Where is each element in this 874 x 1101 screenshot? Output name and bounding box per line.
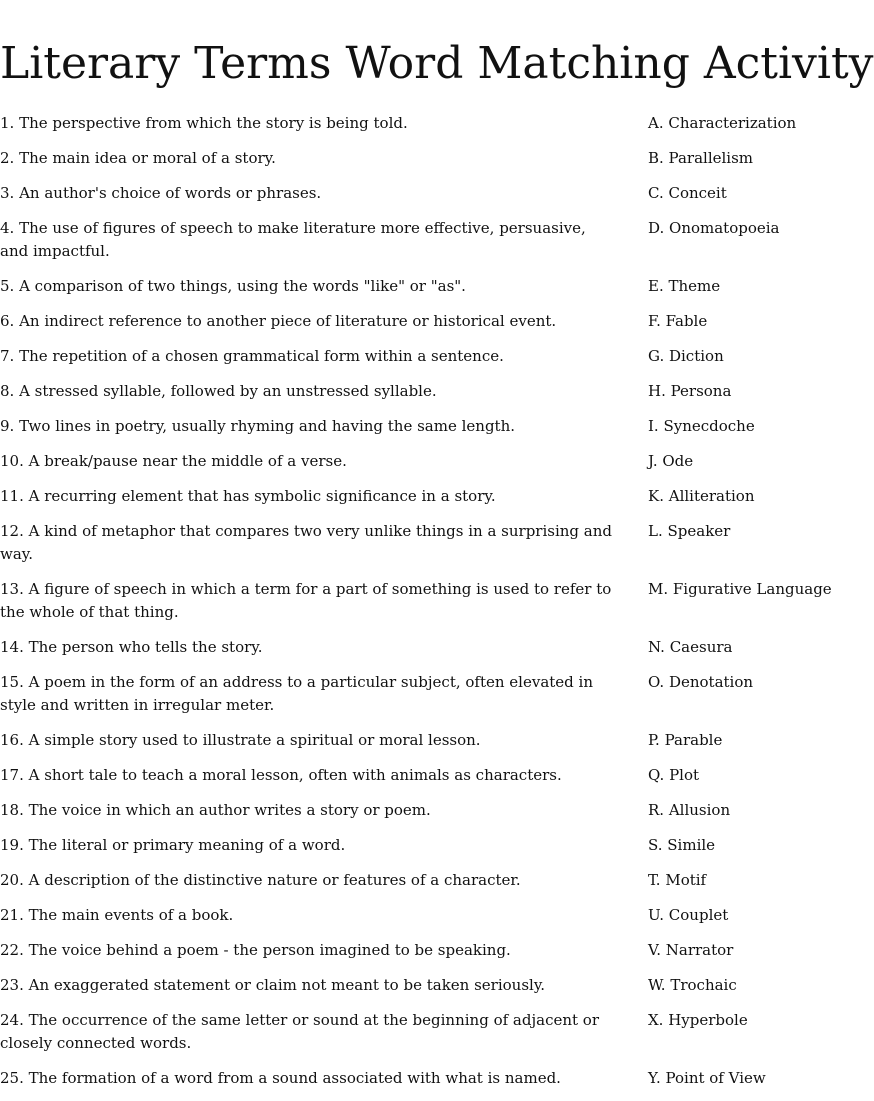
answer-term: A. Characterization (648, 114, 797, 132)
clue-text: 10. A break/pause near the middle of a verse. (0, 452, 347, 470)
matching-row (0, 484, 816, 519)
page-title: Literary Terms Word Matching Activity (0, 38, 874, 89)
answer-term: T. Motif (648, 871, 707, 889)
clue-text: 15. A poem in the form of an address to a particular subject, often elevated in style and written in irregular meter. (0, 673, 593, 714)
answer-term: Y. Point of View (648, 1069, 766, 1087)
answer-term: K. Alliteration (648, 487, 755, 505)
matching-row (0, 635, 816, 670)
matching-row (0, 763, 816, 798)
matching-row (0, 938, 816, 973)
answer-term: H. Persona (648, 382, 732, 400)
matching-row (0, 449, 816, 484)
answer-term: F. Fable (648, 312, 708, 330)
answer-term: J. Ode (648, 452, 694, 470)
clue-text: 4. The use of figures of speech to make literature more effective, persuasive, and impactful. (0, 219, 586, 260)
answer-term: G. Diction (648, 347, 724, 365)
answer-term: U. Couplet (648, 906, 729, 924)
matching-row (0, 670, 816, 728)
clue-text: 1. The perspective from which the story is being told. (0, 114, 408, 132)
matching-row (0, 146, 816, 181)
matching-row (0, 1008, 816, 1066)
clue-text: 18. The voice in which an author writes a story or poem. (0, 801, 431, 819)
matching-row (0, 414, 816, 449)
answer-term: V. Narrator (648, 941, 734, 959)
clue-text: 23. An exaggerated statement or claim not meant to be taken seriously. (0, 976, 546, 994)
clue-text: 16. A simple story used to illustrate a spiritual or moral lesson. (0, 731, 481, 749)
clue-text: 21. The main events of a book. (0, 906, 234, 924)
matching-row (0, 519, 816, 577)
clue-text: 5. A comparison of two things, using the words "like" or "as". (0, 277, 466, 295)
answer-term: C. Conceit (648, 184, 727, 202)
answer-term: N. Caesura (648, 638, 733, 656)
matching-row (0, 833, 816, 868)
answer-term: Q. Plot (648, 766, 700, 784)
answer-term: I. Synecdoche (648, 417, 755, 435)
clue-text: 25. The formation of a word from a sound associated with what is named. (0, 1069, 561, 1087)
matching-row (0, 728, 816, 763)
matching-row (0, 903, 816, 938)
clue-text: 22. The voice behind a poem - the person imagined to be speaking. (0, 941, 511, 959)
clue-text: 7. The repetition of a chosen grammatical form within a sentence. (0, 347, 504, 365)
matching-row (0, 798, 816, 833)
matching-row (0, 1066, 816, 1101)
clue-text: 19. The literal or primary meaning of a word. (0, 836, 346, 854)
matching-row (0, 111, 816, 146)
matching-row (0, 181, 816, 216)
clue-text: 3. An author's choice of words or phrases. (0, 184, 322, 202)
clue-text: 14. The person who tells the story. (0, 638, 263, 656)
clue-text: 13. A figure of speech in which a term for a part of something is used to refer to the whole of that thing. (0, 580, 612, 621)
answer-term: W. Trochaic (648, 976, 737, 994)
clue-text: 6. An indirect reference to another piece of literature or historical event. (0, 312, 557, 330)
clue-text: 24. The occurrence of the same letter or sound at the beginning of adjacent or closely connected words. (0, 1011, 600, 1052)
clue-text: 9. Two lines in poetry, usually rhyming and having the same length. (0, 417, 516, 435)
matching-row (0, 973, 816, 1008)
matching-row (0, 309, 816, 344)
clue-text: 20. A description of the distinctive nature or features of a character. (0, 871, 521, 889)
answer-term: S. Simile (648, 836, 716, 854)
clue-text: 17. A short tale to teach a moral lesson, often with animals as characters. (0, 766, 562, 784)
answer-term: P. Parable (648, 731, 723, 749)
clue-text: 11. A recurring element that has symbolic significance in a story. (0, 487, 496, 505)
clue-text: 8. A stressed syllable, followed by an unstressed syllable. (0, 382, 437, 400)
matching-row (0, 344, 816, 379)
answer-term: M. Figurative Language (648, 580, 832, 598)
matching-worksheet (0, 111, 832, 1101)
answer-term: R. Allusion (648, 801, 731, 819)
matching-row (0, 379, 816, 414)
answer-term: D. Onomatopoeia (648, 219, 780, 237)
matching-row (0, 577, 832, 635)
matching-row (0, 216, 816, 274)
answer-term: E. Theme (648, 277, 721, 295)
answer-term: L. Speaker (648, 522, 731, 540)
clue-text: 12. A kind of metaphor that compares two very unlike things in a surprising and way. (0, 522, 612, 563)
matching-row (0, 868, 816, 903)
clue-text: 2. The main idea or moral of a story. (0, 149, 276, 167)
matching-row (0, 274, 816, 309)
answer-term: X. Hyperbole (648, 1011, 748, 1029)
answer-term: O. Denotation (648, 673, 754, 691)
answer-term: B. Parallelism (648, 149, 754, 167)
